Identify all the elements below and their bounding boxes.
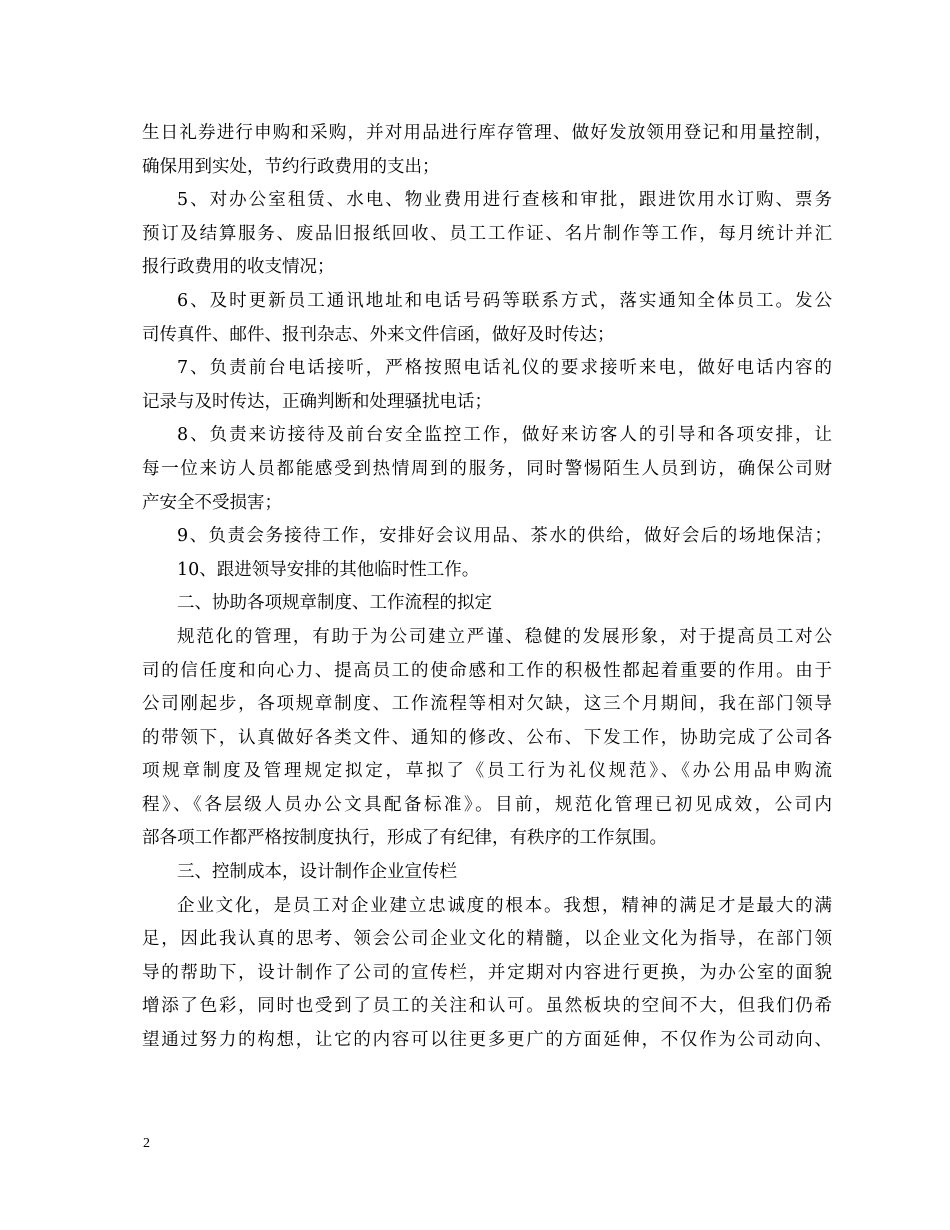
- text-line: 每一位来访人员都能感受到热情周到的服务，同时警惕陌生人员到访，确保公司财: [142, 458, 832, 479]
- text-line: 企业文化，是员工对企业建立忠诚度的根本。我想，精神的满足才是最大的满: [177, 895, 832, 916]
- text-line: 10、跟进领导安排的其他临时性工作。: [177, 559, 480, 580]
- text-line: 记录与及时传达，正确判断和处理骚扰电话；: [142, 391, 492, 412]
- text-line: 项规章制度及管理规定拟定，草拟了《员工行为礼仪规范》、《办公用品申购流: [142, 761, 832, 782]
- text-line: 5、对办公室租赁、水电、物业费用进行查核和审批，跟进饮用水订购、票务: [177, 190, 832, 211]
- text-line: 程》、《各层级人员办公文具配备标准》。目前，规范化管理已初见成效，公司内: [142, 794, 832, 815]
- text-line: 的带领下，认真做好各类文件、通知的修改、公布、下发工作，协助完成了公司各: [142, 727, 832, 748]
- text-line: 足，因此我认真的思考、领会公司企业文化的精髓，以企业文化为指导，在部门领: [142, 929, 832, 950]
- text-line: 司传真件、邮件、报刊杂志、外来文件信函，做好及时传达；: [142, 324, 615, 345]
- text-line: 7、负责前台电话接听，严格按照电话礼仪的要求接听来电，做好电话内容的: [177, 358, 832, 379]
- text-line: 公司刚起步，各项规章制度、工作流程等相对欠缺，这三个月期间，我在部门领导: [142, 694, 832, 715]
- text-line: 规范化的管理，有助于为公司建立严谨、稳健的发展形象，对于提高员工对公: [177, 626, 832, 647]
- text-line: 报行政费用的收支情况；: [142, 257, 335, 278]
- text-line: 导的帮助下，设计制作了公司的宣传栏，并定期对内容进行更换，为办公室的面貌: [142, 962, 832, 983]
- text-line: 8、负责来访接待及前台安全监控工作，做好来访客人的引导和各项安排，让: [177, 425, 832, 446]
- text-line: 增添了色彩，同时也受到了员工的关注和认可。虽然板块的空间不大，但我们仍希: [142, 996, 832, 1017]
- text-line: 确保用到实处，节约行政费用的支出；: [142, 156, 440, 177]
- body-text: [142, 117, 832, 1058]
- text-line: 9、负责会务接待工作，安排好会议用品、茶水的供给，做好会后的场地保洁；: [177, 526, 832, 547]
- text-line: 生日礼券进行申购和采购，并对用品进行库存管理、做好发放领用登记和用量控制，: [142, 123, 832, 143]
- text-line: 司的信任度和向心力、提高员工的使命感和工作的积极性都起着重要的作用。由于: [142, 660, 832, 681]
- text-line: 二、协助各项规章制度、工作流程的拟定: [177, 593, 492, 614]
- page-number: 2: [143, 1136, 150, 1151]
- text-line: 三、控制成本，设计制作企业宣传栏: [177, 862, 457, 883]
- text-line: 预订及结算服务、废品旧报纸回收、员工工作证、名片制作等工作，每月统计并汇: [142, 223, 832, 244]
- text-line: 6、及时更新员工通讯地址和电话号码等联系方式，落实通知全体员工。发公: [177, 290, 832, 311]
- text-line: 产安全不受损害；: [142, 492, 282, 513]
- text-line: 望通过努力的构想，让它的内容可以往更多更广的方面延伸，不仅作为公司动向、: [142, 1030, 832, 1051]
- text-line: 部各项工作都严格按制度执行，形成了有纪律，有秩序的工作氛围。: [142, 828, 667, 849]
